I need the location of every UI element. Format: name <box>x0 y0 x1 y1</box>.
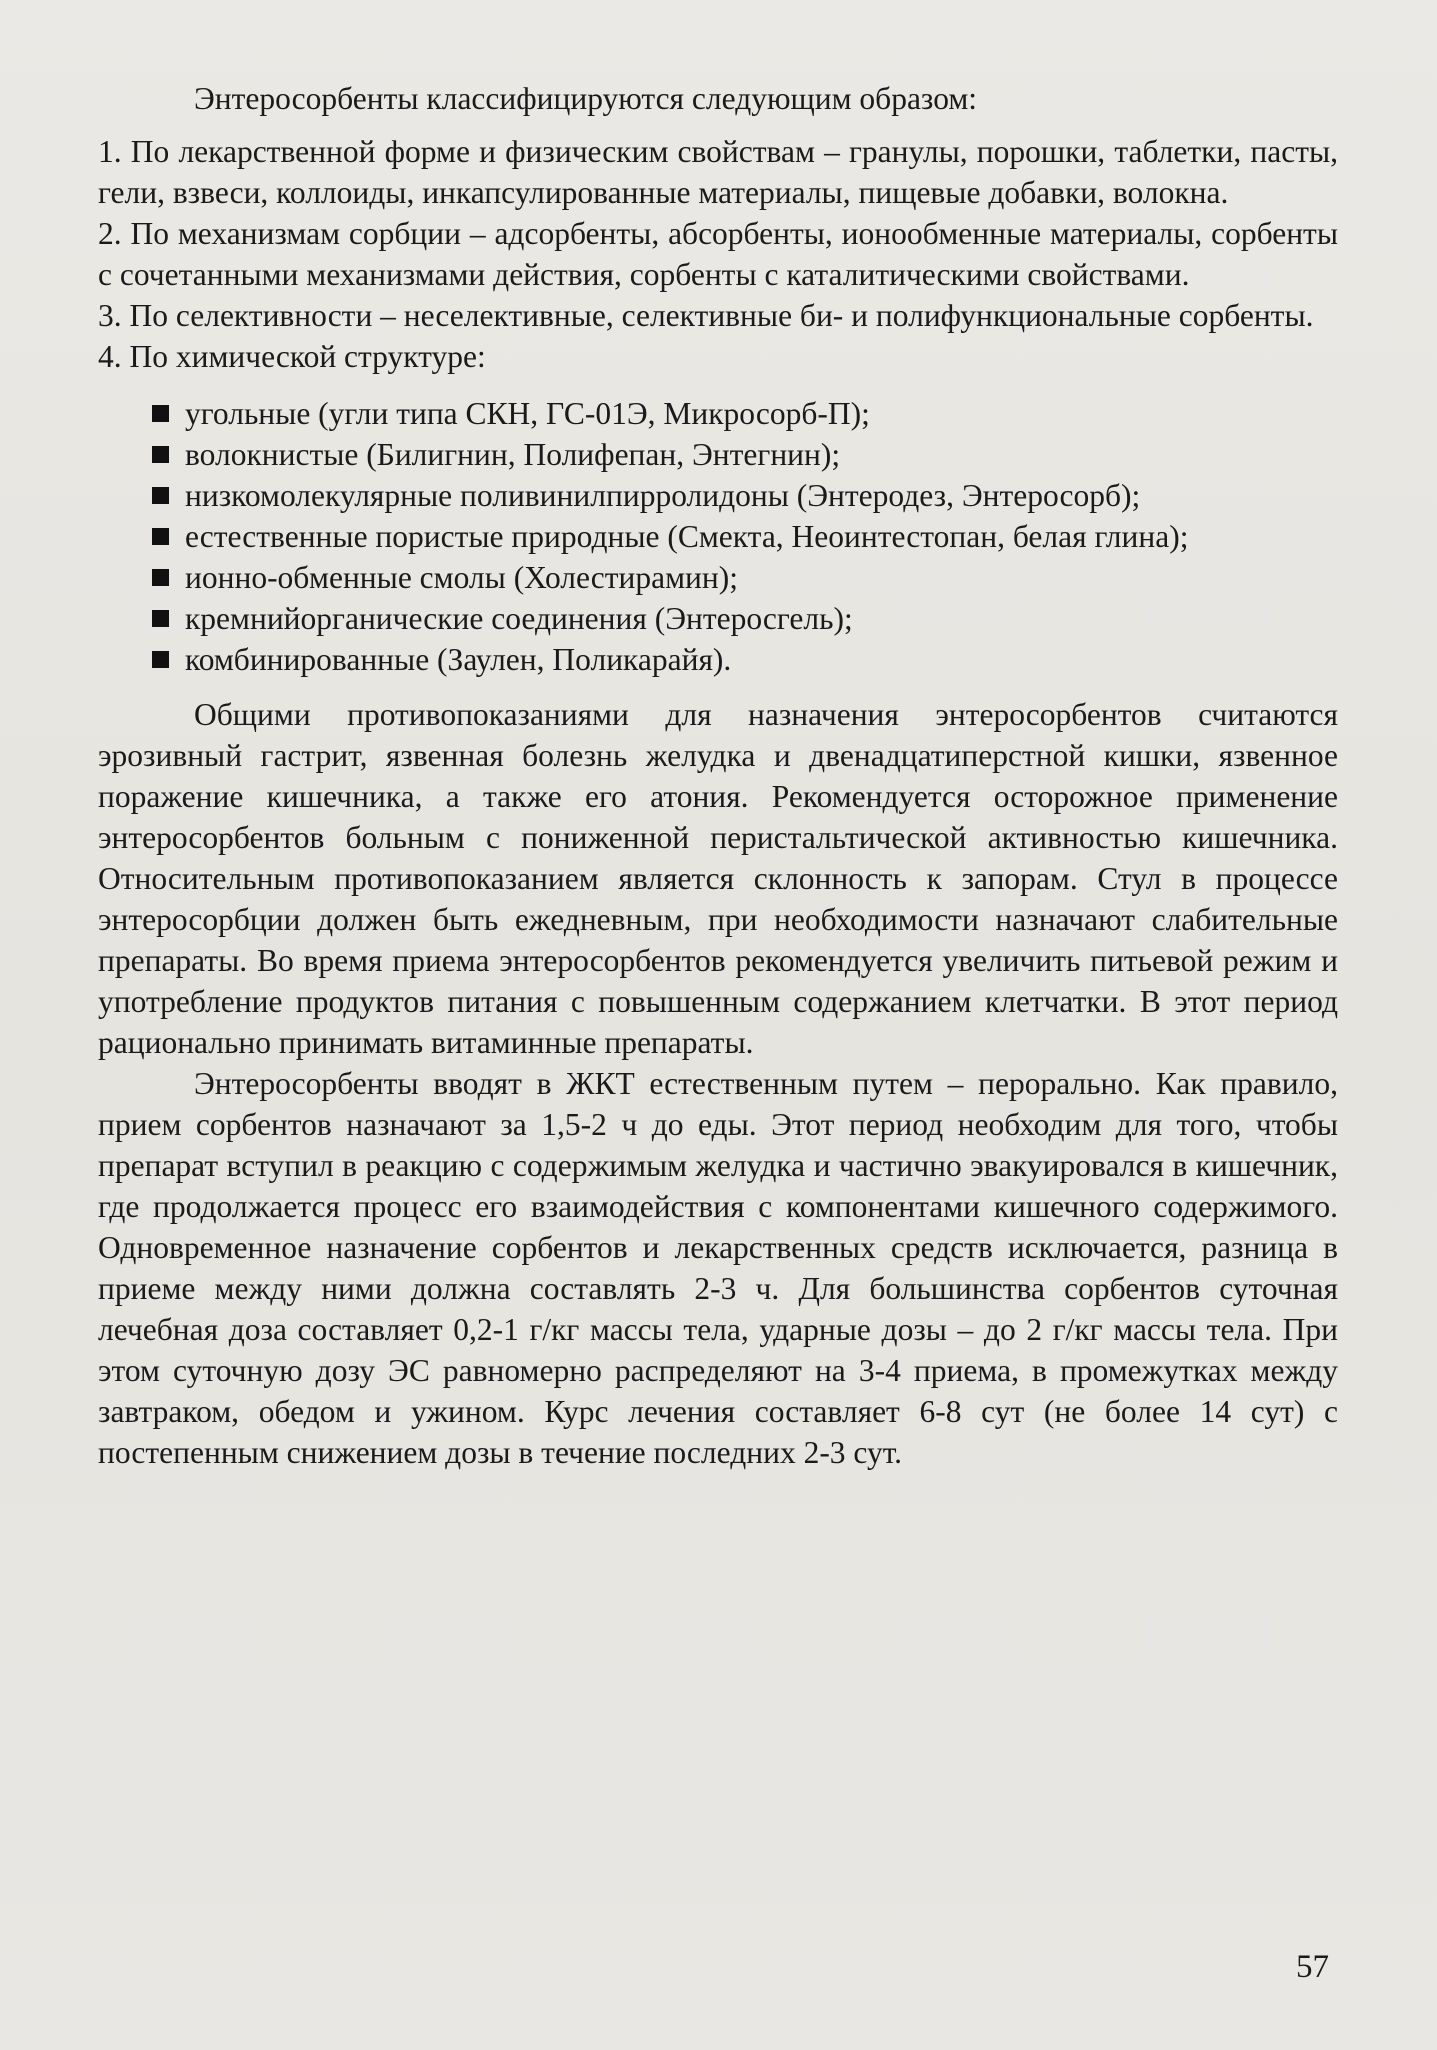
list-item-text: кремнийорганические соединения (Энтеросгель); <box>185 601 853 636</box>
chemical-structure-list <box>98 393 1338 680</box>
classification-item-3: 3. По селективности – неселективные, селективные би- и полифункциональные сорбенты. <box>98 298 1314 333</box>
list-item <box>98 598 1338 639</box>
page-number: 57 <box>1296 1949 1329 1985</box>
page-body <box>98 78 1338 1473</box>
list-item-text: низкомолекулярные поливинилпирролидоны (Энтеродез, Энтеросорб); <box>185 478 1141 513</box>
contraindications-paragraph: Общими противопоказаниями для назначения энтеросорбентов считаются эрозивный гастрит, язвенная болезнь желудка и двенадцатиперстной кишки, язвенное поражение кишечника, а также его атония. Рекомендуется осторожное применение энтеросорбентов больным с пониженной перистальтической активностью кишечника. Относительным противопоказанием является склонность к запорам. Стул в процессе энтеросорбции должен быть ежедневным, при необходимости назначают слабительные препараты. Во время приема энтеросорбентов рекомендуется увеличить питьевой режим и употребление продуктов питания с повышенным содержанием клетчатки. В этот период рационально принимать витаминные препараты. <box>98 697 1338 1060</box>
list-item-text: комбинированные (Заулен, Поликарайя). <box>185 642 732 677</box>
administration-paragraph: Энтеросорбенты вводят в ЖКТ естественным путем – перорально. Как правило, прием сорбентов назначают за 1,5-2 ч до еды. Этот период необходим для того, чтобы препарат вступил в реакцию с содержимым желудка и частично эвакуировался в кишечник, где продолжается процесс его взаимодействия с компонентами кишечного содержимого. Одновременное назначение сорбентов и лекарственных средств исключается, разница в приеме между ними должна составлять 2-3 ч. Для большинства сорбентов суточная лечебная доза составляет 0,2-1 г/кг массы тела, ударные дозы – до 2 г/кг массы тела. При этом суточную дозу ЭС равномерно распределяют на 3-4 приема, в промежутках между завтраком, обедом и ужином. Курс лечения составляет 6-8 сут (не более 14 сут) с постепенным снижением дозы в течение последних 2-3 сут. <box>98 1066 1338 1470</box>
intro-sentence: Энтеросорбенты классифицируются следующим образом: <box>194 81 978 116</box>
list-item <box>98 639 1338 680</box>
square-bullet-icon <box>152 487 169 504</box>
list-item <box>98 393 1338 434</box>
list-item-text: волокнистые (Билигнин, Полифепан, Энтегнин); <box>185 437 841 472</box>
list-item-text: естественные пористые природные (Смекта, Неоинтестопан, белая глина); <box>185 519 1189 554</box>
square-bullet-icon <box>152 569 169 586</box>
list-item <box>98 475 1338 516</box>
classification-item-4: 4. По химической структуре: <box>98 339 486 374</box>
list-item <box>98 434 1338 475</box>
square-bullet-icon <box>152 405 169 422</box>
classification-item-2: 2. По механизмам сорбции – адсорбенты, абсорбенты, ионообменные материалы, сорбенты с сочетанными механизмами действия, сорбенты с каталитическими свойствами. <box>98 216 1338 292</box>
square-bullet-icon <box>152 610 169 627</box>
list-item-text: ионно-обменные смолы (Холестирамин); <box>185 560 738 595</box>
square-bullet-icon <box>152 528 169 545</box>
square-bullet-icon <box>152 446 169 463</box>
square-bullet-icon <box>152 651 169 668</box>
list-item-text: угольные (угли типа СКН, ГС-01Э, Микросорб-П); <box>185 396 870 431</box>
list-item <box>98 557 1338 598</box>
classification-item-1: 1. По лекарственной форме и физическим свойствам – гранулы, порошки, таблетки, пасты, гели, взвеси, коллоиды, инкапсулированные материалы, пищевые добавки, волокна. <box>98 134 1338 210</box>
list-item <box>98 516 1338 557</box>
